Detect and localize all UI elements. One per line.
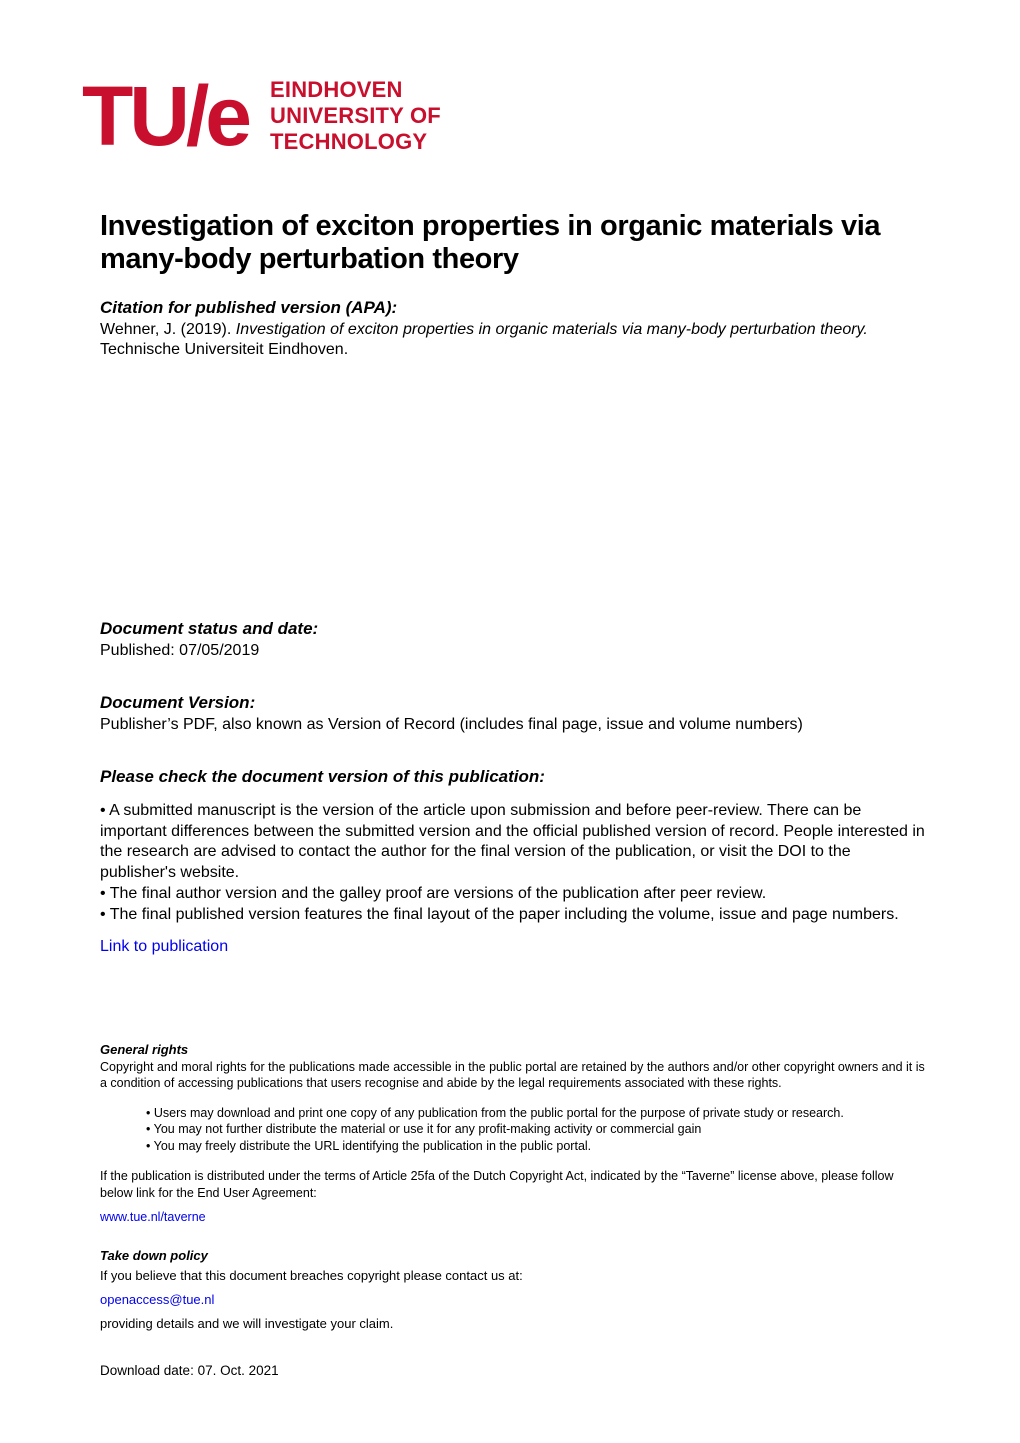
status-heading: Document status and date: bbox=[100, 619, 319, 639]
version-heading: Document Version: bbox=[100, 692, 256, 712]
version-check-section bbox=[100, 767, 928, 956]
rights-bullet-2: • You may not further distribute the material or use it for any profit-making activity or commercial gain bbox=[146, 1122, 702, 1136]
citation-heading: Citation for published version (APA): bbox=[100, 297, 398, 317]
citation-text bbox=[100, 320, 928, 362]
tue-logo-mark: TU/e bbox=[82, 69, 249, 163]
check-bullet-3: • The final published version features the final layout of the paper including the volume, issue and page numbers. bbox=[100, 905, 899, 923]
check-bullet-1: • A submitted manuscript is the version of the article upon submission and before peer-review. There can be important differences between the submitted version and the official published version of record. People interested in the research are advised to contact the author for the final version of the publication, or visit the DOI to the publisher's website. bbox=[100, 801, 925, 882]
status-section bbox=[100, 619, 928, 662]
download-date: Download date: 07. Oct. 2021 bbox=[100, 1363, 279, 1378]
general-rights-section bbox=[100, 1042, 928, 1227]
taverne-paragraph: If the publication is distributed under the terms of Article 25fa of the Dutch Copyright Act, indicated by the “Taverne” license above, please follow below link for the End User Agreement: bbox=[100, 1169, 894, 1200]
takedown-heading: Take down policy bbox=[100, 1248, 208, 1263]
takedown-line1: If you believe that this document breaches copyright please contact us at: bbox=[100, 1268, 523, 1283]
tue-logo-wordmark bbox=[270, 77, 441, 155]
taverne-link[interactable]: www.tue.nl/taverne bbox=[100, 1210, 206, 1224]
citation-publisher: Technische Universiteit Eindhoven. bbox=[100, 341, 349, 359]
general-rights-heading: General rights bbox=[100, 1041, 189, 1057]
link-to-publication[interactable]: Link to publication bbox=[100, 937, 229, 955]
document-title: Investigation of exciton properties in organic materials via many-body perturbation theory bbox=[100, 210, 881, 275]
general-rights-bullets bbox=[100, 1105, 928, 1155]
version-value: Publisher’s PDF, also known as Version of Record (includes final page, issue and volume numbers) bbox=[100, 715, 803, 733]
takedown-line2: providing details and we will investigate your claim. bbox=[100, 1315, 394, 1331]
takedown-section bbox=[100, 1248, 928, 1331]
document-content bbox=[100, 210, 928, 1331]
version-section bbox=[100, 693, 928, 736]
rights-bullet-3: • You may freely distribute the URL identifying the publication in the public portal. bbox=[146, 1138, 592, 1153]
citation-section bbox=[100, 298, 928, 362]
version-check-bullets bbox=[100, 801, 928, 926]
version-check-heading: Please check the document version of this publication: bbox=[100, 766, 545, 786]
tue-logo bbox=[82, 69, 441, 163]
tue-wordmark-line1: EINDHOVEN bbox=[270, 77, 403, 103]
status-value: Published: 07/05/2019 bbox=[100, 642, 260, 660]
rights-bullet-1: • Users may download and print one copy of any publication from the public portal for the purpose of private study or research. bbox=[146, 1105, 844, 1120]
citation-title-italic: Investigation of exciton properties in organic materials via many-body perturbation theory. bbox=[235, 320, 868, 338]
check-bullet-2: • The final author version and the galley proof are versions of the publication after peer review. bbox=[100, 884, 767, 902]
tue-wordmark-line3: TECHNOLOGY bbox=[270, 128, 428, 154]
citation-authors: Wehner, J. (2019). bbox=[100, 320, 232, 338]
tue-wordmark-line2: UNIVERSITY OF bbox=[270, 103, 441, 129]
takedown-email-link[interactable]: openaccess@tue.nl bbox=[100, 1291, 215, 1307]
general-rights-intro: Copyright and moral rights for the publications made accessible in the public portal are retained by the authors and/or other copyright owners and it is a condition of accessing publications that users recognise and abide by the legal requirements associated with these rights. bbox=[100, 1059, 925, 1090]
